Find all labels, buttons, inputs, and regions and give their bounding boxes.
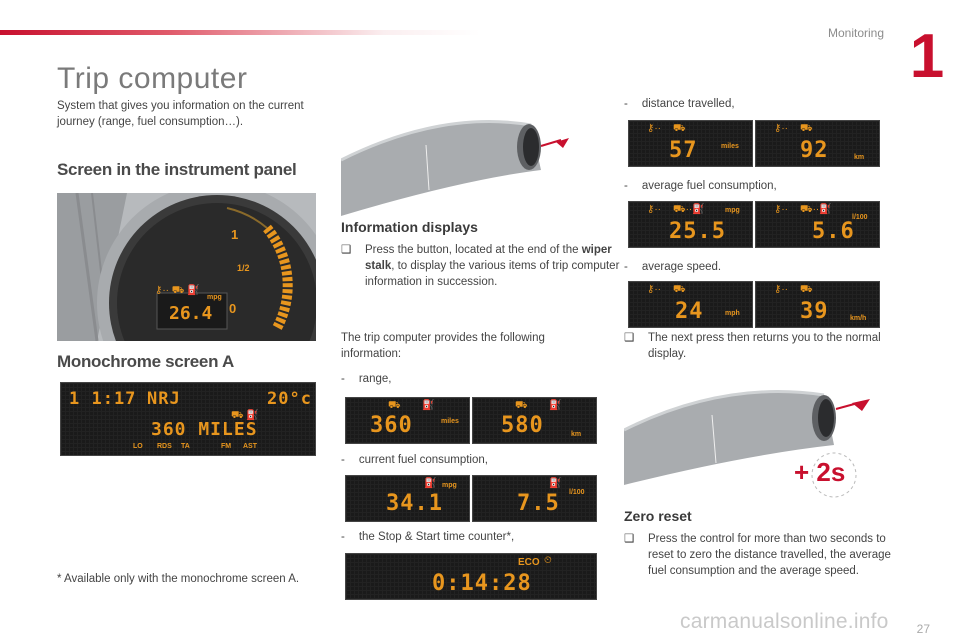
mono-label-ta: TA (181, 443, 190, 450)
distance-display-miles (628, 120, 753, 167)
clock-icon: ⏲ (544, 555, 552, 566)
mono-range: 360 MILES (151, 419, 258, 440)
info-bullet-text: ❑ Press the button, located at the end of the wiper stalk, to display the various items of trip computer information in succession. (341, 244, 620, 288)
instrument-panel-image (57, 193, 316, 341)
key-icon: ⚷·· (774, 284, 788, 295)
next-press-text: ❑ The next press then returns you to the normal display. (624, 332, 881, 360)
mono-label-ast: AST (243, 443, 257, 450)
key-icon: ⚷·· (647, 204, 661, 215)
range-value-miles: 360 (370, 413, 413, 438)
gauge-label-half: 1/2 (237, 263, 250, 273)
heading-monochrome-screen: Monochrome screen A (57, 352, 234, 371)
fuel-unit-mpg: mpg (442, 482, 457, 489)
mono-label-lo: LO (133, 443, 143, 450)
eco-label: ECO (518, 557, 540, 568)
wiper-stalk-bold: wiper stalk (365, 244, 612, 272)
mono-temp: 20°c (267, 389, 312, 409)
mono-car-icon: ⛟ ⛽ (231, 410, 259, 421)
square-bullet-icon: ❑ (341, 244, 352, 256)
car-icon: ⛟ (800, 284, 813, 295)
item-current-fuel: - current fuel consumption, (341, 454, 488, 466)
fuel-pump-icon: ⛽ (422, 400, 435, 411)
car-icon: ⛟ (515, 400, 528, 411)
square-bullet-icon: ❑ (624, 332, 635, 344)
avg-fuel-value-mpg: 25.5 (669, 219, 726, 244)
car-icon: ⛟··⛽ (800, 204, 832, 215)
section-label: Monitoring (827, 26, 884, 40)
instrument-display-value: 26.4 (169, 303, 213, 324)
key-icon: ⚷·· (774, 123, 788, 134)
avg-fuel-unit-l100: l/100 (852, 214, 868, 221)
mono-label-fm: FM (221, 443, 232, 450)
key-icon: ⚷·· (647, 284, 661, 295)
fuel-unit-l100: l/100 (569, 489, 585, 496)
gauge-label-full: 1 (231, 227, 239, 242)
fuel-pump-icon: ⛽ (549, 478, 562, 489)
avg-speed-value-kmh: 39 (800, 299, 829, 324)
distance-value-miles: 57 (669, 138, 698, 163)
gauge-label-empty: 0 (229, 301, 237, 316)
distance-value-km: 92 (800, 138, 829, 163)
avg-fuel-display-mpg (628, 201, 753, 248)
car-icon: ⛟ (388, 400, 401, 411)
distance-display-km (755, 120, 880, 167)
distance-unit-miles: miles (721, 143, 739, 150)
avg-fuel-value-l100: 5.6 (812, 219, 855, 244)
footnote: * Available only with the monochrome screen A. (57, 573, 300, 585)
provides-text: The trip computer provides the following information: (341, 332, 545, 360)
wiper-stalk-image-top (341, 120, 581, 216)
car-icon: ⛟ (673, 123, 686, 134)
two-seconds-badge: + 2s (794, 457, 846, 487)
avg-speed-display-mph (628, 281, 753, 328)
item-range: - range, (341, 373, 392, 385)
item-stop-start: - the Stop & Start time counter*, (341, 531, 515, 543)
fuel-display-mpg (345, 475, 470, 522)
avg-speed-display-kmh (755, 281, 880, 328)
zero-reset-text: ❑ Press the control for more than two seconds to reset to zero the distance travelled, the average fuel consumption and the average speed. (624, 533, 891, 577)
range-value-km: 580 (501, 413, 544, 438)
stop-start-display (345, 553, 597, 600)
mono-station: NRJ (147, 389, 181, 409)
chapter-number: 1 (909, 22, 945, 91)
wiper-stalk-image-bottom (624, 385, 878, 500)
fuel-pump-icon: ⛽ (424, 478, 437, 489)
range-unit-miles: miles (441, 418, 459, 425)
avg-fuel-unit-mpg: mpg (725, 207, 740, 214)
item-distance: - distance travelled, (624, 98, 735, 110)
instrument-display-unit: mpg (207, 294, 222, 301)
mono-time: 1 1:17 (69, 389, 137, 409)
heading-information-displays: Information displays (341, 219, 478, 235)
avg-fuel-display-l100 (755, 201, 880, 248)
range-display-miles (345, 397, 470, 444)
heading-zero-reset: Zero reset (624, 508, 692, 524)
fuel-display-l100 (472, 475, 597, 522)
heading-instrument-panel: Screen in the instrument panel (57, 160, 297, 179)
header-accent-bar (0, 30, 480, 35)
item-avg-speed: - average speed. (624, 261, 722, 273)
square-bullet-icon: ❑ (624, 533, 635, 545)
car-icon: ⛟ (800, 123, 813, 134)
fuel-value-mpg: 34.1 (386, 491, 443, 516)
fuel-value-l100: 7.5 (517, 491, 560, 516)
watermark: carmanualsonline.info (680, 610, 889, 633)
item-avg-fuel: - average fuel consumption, (624, 180, 777, 192)
avg-speed-unit-mph: mph (725, 310, 740, 317)
page-title: Trip computer (57, 62, 248, 95)
range-unit-km: km (571, 431, 582, 438)
stop-start-value: 0:14:28 (432, 571, 532, 596)
monochrome-display (60, 382, 316, 456)
fuel-pump-icon: ⛽ (549, 400, 562, 411)
avg-speed-value-mph: 24 (675, 299, 704, 324)
avg-speed-unit-kmh: km/h (850, 315, 867, 322)
car-icon: ⛟··⛽ (673, 204, 705, 215)
page-number: 27 (916, 622, 930, 636)
car-icon: ⛟ (673, 284, 686, 295)
mono-label-rds: RDS (157, 443, 172, 450)
key-icon: ⚷·· (647, 123, 661, 134)
gauge-icons: ⚷·· ⛟ ⛽ (155, 285, 200, 296)
intro-text: System that gives you information on the current journey (range, fuel consumption…). (57, 100, 304, 128)
wiper-stalk-illustration (341, 120, 581, 216)
distance-unit-km: km (854, 154, 865, 161)
range-display-km (472, 397, 597, 444)
key-icon: ⚷·· (774, 204, 788, 215)
